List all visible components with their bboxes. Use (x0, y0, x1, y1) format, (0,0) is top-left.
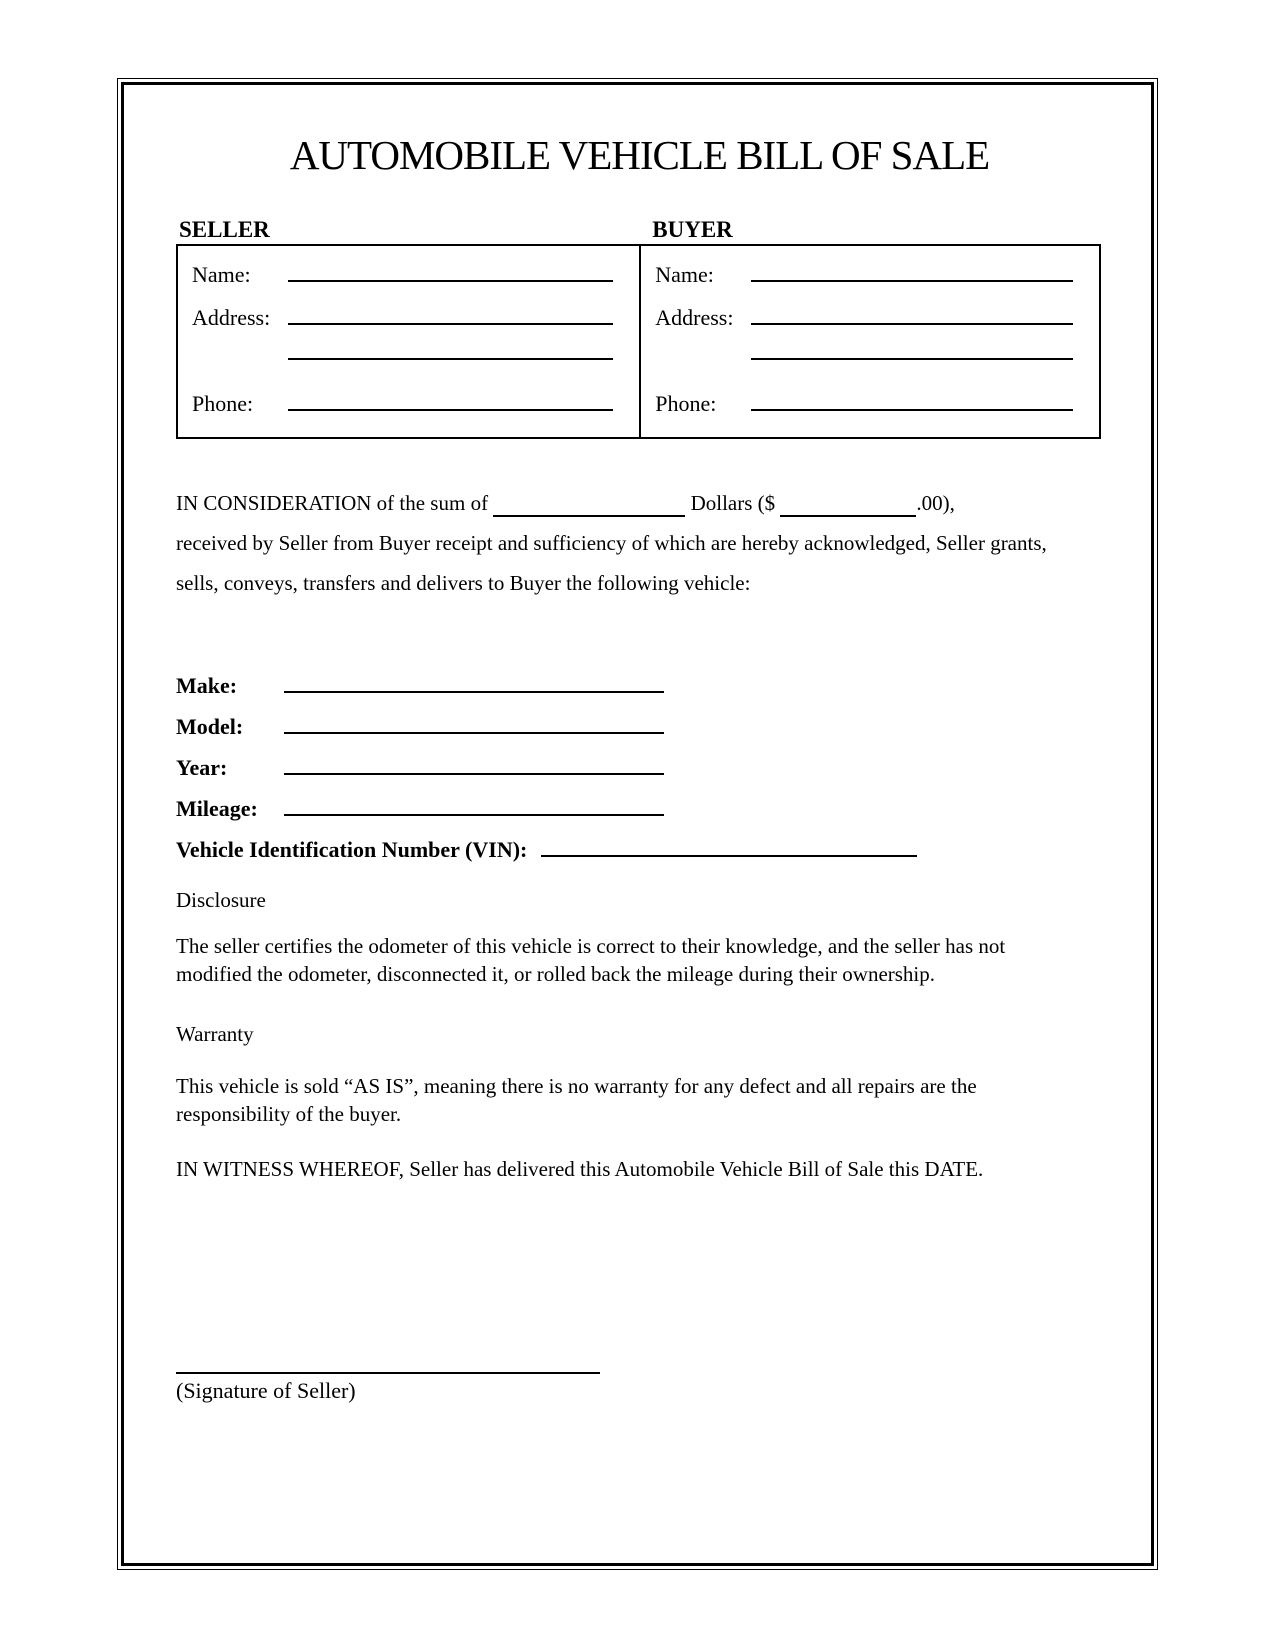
witness-clause: IN WITNESS WHEREOF, Seller has delivered this Automobile Vehicle Bill of Sale this DATE. (176, 1157, 984, 1181)
make-row (176, 673, 1103, 714)
page-border-outer (117, 78, 1158, 1570)
buyer-address-row (655, 305, 1099, 348)
seller-address-blank-line (288, 313, 613, 325)
year-blank-line (284, 763, 664, 775)
parties-table (176, 244, 1101, 439)
buyer-name-blank-line (751, 270, 1073, 282)
consideration-lead-text: IN CONSIDERATION of the sum of (176, 491, 489, 515)
seller-section-header: SELLER (179, 217, 270, 242)
seller-phone-label: Phone: (192, 391, 254, 416)
signature-caption: (Signature of Seller) (176, 1377, 356, 1403)
seller-cell (178, 246, 641, 437)
page-content (124, 131, 1151, 1404)
buyer-phone-blank-line (751, 399, 1073, 411)
buyer-section-header: BUYER (652, 217, 733, 242)
seller-phone-blank-line (288, 399, 613, 411)
model-label: Model: (176, 714, 244, 739)
party-headers (176, 217, 1103, 243)
mileage-row (176, 796, 1103, 837)
buyer-address-blank-line (751, 313, 1073, 325)
warranty-paragraph: This vehicle is sold “AS IS”, meaning there is no warranty for any defect and all repairs are the responsibility of the buyer. (176, 1074, 977, 1126)
page-border-inner (121, 82, 1154, 1566)
seller-name-label: Name: (192, 262, 251, 287)
buyer-name-row (655, 262, 1099, 305)
model-blank-line (284, 722, 664, 734)
buyer-name-label: Name: (655, 262, 714, 287)
buyer-address2-blank-line (751, 348, 1073, 360)
buyer-address-label: Address: (655, 305, 734, 330)
disclosure-heading: Disclosure (176, 888, 266, 912)
model-row (176, 714, 1103, 755)
mileage-label: Mileage: (176, 796, 258, 821)
buyer-cell (641, 246, 1099, 437)
make-blank-line (284, 681, 664, 693)
seller-address-row (192, 305, 639, 348)
seller-signature-line (176, 1362, 600, 1374)
amount-in-words-blank (493, 505, 685, 517)
make-label: Make: (176, 673, 238, 698)
vin-row (176, 837, 1103, 878)
buyer-phone-row (655, 391, 1099, 434)
seller-address-label: Address: (192, 305, 271, 330)
disclosure-paragraph: The seller certifies the odometer of this vehicle is correct to their knowledge, and the seller has not modified the odometer, disconnected it, or rolled back the mileage during their ownership. (176, 934, 1006, 986)
vin-label: Vehicle Identification Number (VIN): (176, 837, 528, 862)
consideration-first-line (176, 483, 1056, 523)
vehicle-fields (176, 673, 1103, 878)
buyer-address2-row (655, 348, 1099, 391)
vin-blank-line (541, 845, 917, 857)
warranty-heading: Warranty (176, 1022, 254, 1046)
seller-address2-row (192, 348, 639, 391)
signature-block (176, 1362, 1103, 1404)
mileage-blank-line (284, 804, 664, 816)
consideration-clause (176, 483, 1056, 603)
seller-address2-blank-line (288, 348, 613, 360)
consideration-body-text: received by Seller from Buyer receipt and sufficiency of which are hereby acknowledged, Seller grants, sells, conveys, transfers and delivers to Buyer the following vehicle: (176, 531, 1047, 595)
seller-name-row (192, 262, 639, 305)
amount-numeric-blank (780, 505, 916, 517)
seller-name-blank-line (288, 270, 613, 282)
buyer-phone-label: Phone: (655, 391, 717, 416)
year-row (176, 755, 1103, 796)
cents-suffix-text: .00), (916, 491, 955, 515)
dollars-label-text: Dollars ($ (690, 491, 776, 515)
document-title: AUTOMOBILE VEHICLE BILL OF SALE (289, 132, 990, 178)
seller-phone-row (192, 391, 639, 434)
year-label: Year: (176, 755, 228, 780)
